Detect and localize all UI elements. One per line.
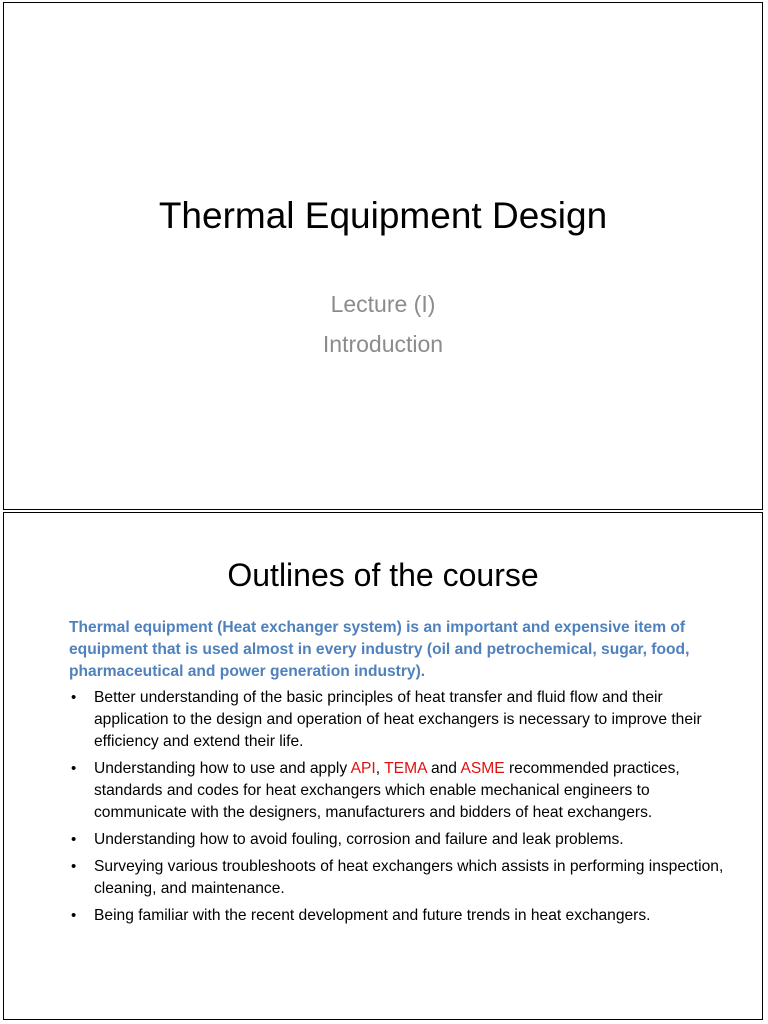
- bullet-item: [69, 687, 734, 753]
- slide-outline: [3, 512, 763, 1020]
- presentation-title: Thermal Equipment Design: [158, 195, 608, 236]
- tema-highlight: TEMA: [384, 760, 427, 777]
- bullet-text: Surveying various troubleshoots of heat exchangers which assists in performing inspection, cleaning, and maintenance.: [94, 858, 724, 897]
- bullet-marker: •: [71, 760, 77, 777]
- bullet-text-before: Understanding how to use and apply: [94, 760, 351, 777]
- bullet-item: [69, 905, 734, 927]
- lecture-topic: Introduction: [322, 331, 444, 357]
- slide-title: [3, 2, 763, 510]
- asme-highlight: ASME: [460, 760, 505, 777]
- bullet-text-after: recommended practices, standards and codes for heat exchangers which enable mechanical engineers to communicate with the designers, manufacturers and bidders of heat exchangers.: [94, 760, 680, 821]
- bullet-marker: •: [71, 689, 77, 706]
- api-highlight: API: [350, 760, 376, 777]
- bullet-item: [69, 829, 734, 851]
- bullet-text: Understanding how to avoid fouling, corrosion and failure and leak problems.: [94, 831, 624, 848]
- lecture-number: Lecture (I): [330, 291, 436, 317]
- bullet-text: Better understanding of the basic principles of heat transfer and fluid flow and their application to the design and operation of heat exchangers is necessary to improve their efficiency and extend their life.: [94, 689, 702, 750]
- bullet-marker: •: [71, 831, 77, 848]
- bullet-item: [69, 856, 734, 900]
- bullet-comma: ,: [375, 760, 385, 777]
- outline-title: Outlines of the course: [227, 557, 539, 593]
- bullet-marker: •: [71, 907, 77, 924]
- bullet-list: [69, 687, 734, 932]
- intro-paragraph: Thermal equipment (Heat exchanger system) is an important and expensive item of equipment that is used almost in every industry (oil and petrochemical, sugar, food, pharmaceutical and power generation industry).: [69, 619, 690, 680]
- bullet-item: [69, 758, 734, 824]
- bullet-marker: •: [71, 858, 77, 875]
- bullet-text: Being familiar with the recent development and future trends in heat exchangers.: [94, 907, 651, 924]
- bullet-and: and: [426, 760, 461, 777]
